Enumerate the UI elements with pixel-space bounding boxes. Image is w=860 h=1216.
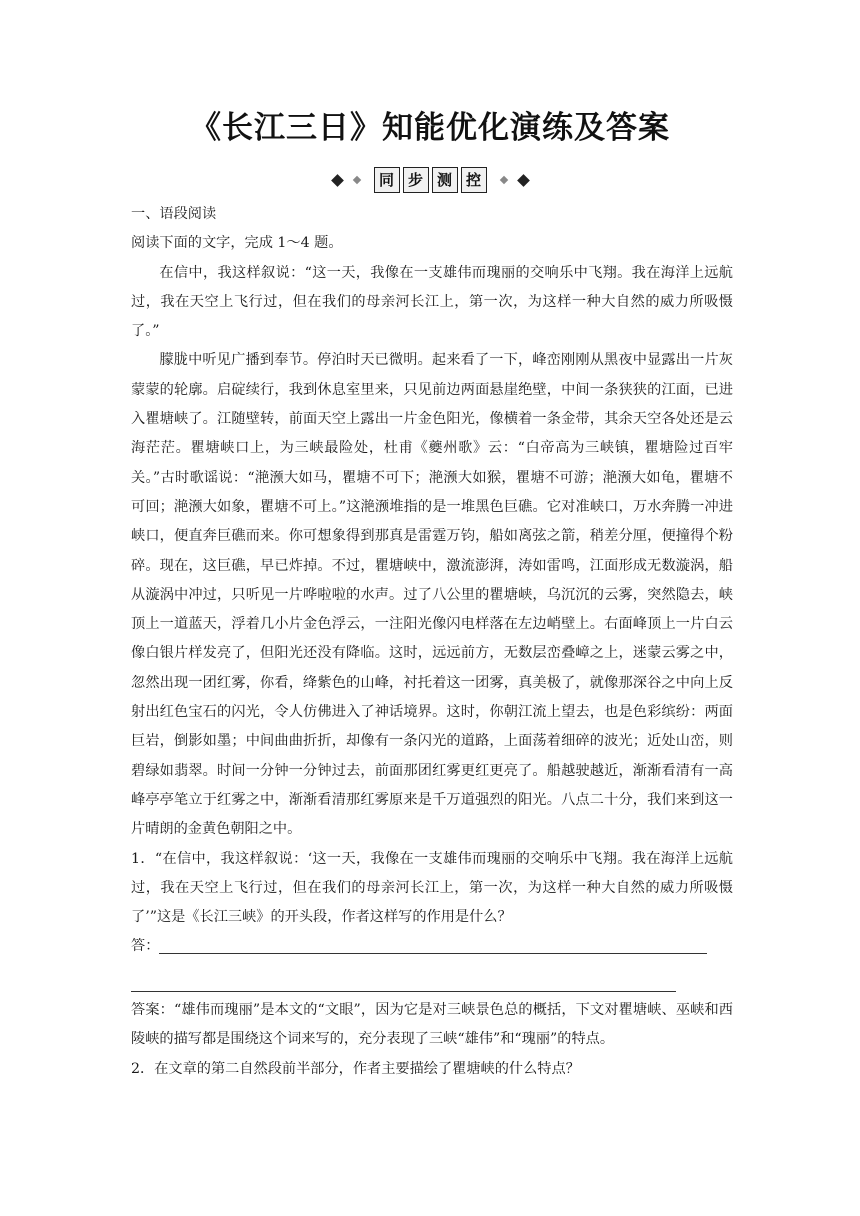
answer-blank [159,953,707,954]
banner-badges [374,167,487,193]
document-title: 《长江三日》知能优化演练及答案 [190,110,670,146]
passage-paragraph-1: 在信中，我这样叙说：“这一天，我像在一支雄伟而瑰丽的交响乐中飞翔。我在海洋上远航过，我在天空上飞行过，但在我们的母亲河长江上，第一次，为这样一种大自然的威力所吸慑了。” [131,264,733,340]
question-1: 1．“在信中，我这样叙说：‘这一天，我像在一支雄伟而瑰丽的交响乐中飞翔。我在海洋上远航过，我在天空上飞行过，但在我们的母亲河长江上，第一次，为这样一种大自然的威力所吸慑了’”这是《长江三峡》的开头段，作者这样写的作用是什么？ [131,850,733,926]
answer-blank-2 [131,962,676,992]
section-banner [0,166,860,194]
section-heading: 一、语段阅读 [131,206,217,222]
instruction-text: 阅读下面的文字，完成 1～4 题。 [131,235,343,252]
answer-line-1 [131,932,733,961]
diamond-ornament-icon [499,176,507,184]
answer-label: 答： [131,938,160,955]
banner-char: 控 [461,167,487,193]
diamond-ornament-icon [352,176,360,184]
banner-char: 测 [432,167,458,193]
passage-paragraph-2: 朦胧中听见广播到奉节。停泊时天已微明。起来看了一下，峰峦刚刚从黑夜中显露出一片灰蒙蒙的轮廓。启碇续行，我到休息室里来，只见前边两面悬崖绝壁，中间一条狭狭的江面，已进入瞿塘峡了。江随壁转，前面天空上露出一片金色阳光，像横着一条金带，其余天空各处还是云海茫茫。瞿塘峡口上，为三峡最险处，杜甫《夔州歌》云：“白帝高为三峡镇，瞿塘险过百牢关。”古时歌谣说：“滟滪大如马，瞿塘不可下；滟滪大如猴，瞿塘不可游；滟滪大如龟，瞿塘不可回；滟滪大如象，瞿塘不可上。”这滟滪堆指的是一堆黑色巨礁。它对准峡口，万水奔腾一冲进峡口，便直奔巨礁而来。你可想象得到那真是雷霆万钧，船如离弦之箭，稍差分厘，便撞得个粉碎。现在，这巨礁，早已炸掉。不过，瞿塘峡中，激流澎湃，涛如雷鸣，江面形成无数漩涡，船从漩涡中冲过，只听见一片哗啦啦的水声。过了八公里的瞿塘峡，乌沉沉的云雾，突然隐去，峡顶上一道蓝天，浮着几小片金色浮云，一注阳光像闪电样落在左边峭壁上。右面峰顶上一片白云像白银片样发亮了，但阳光还没有降临。这时，远远前方，无数层峦叠嶂之上，迷蒙云雾之中，忽然出现一团红雾，你看，绛紫色的山峰，衬托着这一团雾，真美极了，就像那深谷之中向上反射出红色宝石的闪光，令人仿佛进入了神话境界。这时，你朝江流上望去，也是色彩缤纷：两面巨岩，倒影如墨；中间曲曲折折，却像有一条闪光的道路，上面荡着细碎的波光；近处山峦，则碧绿如翡翠。时间一分钟一分钟过去，前面那团红雾更红更亮了。船越驶越近，渐渐看清有一高峰亭亭笔立于红雾之中，渐渐看清那红雾原来是千万道强烈的阳光。八点二十分，我们来到这一片晴朗的金黄色朝阳之中。 [131,352,733,838]
diamond-ornament-icon [331,174,344,187]
diamond-ornament-icon [517,174,530,187]
question-2: 2．在文章的第二自然段前半部分，作者主要描绘了瞿塘峡的什么特点？ [131,1060,580,1077]
banner-char: 步 [403,167,429,193]
answer-1: 答案：“雄伟而瑰丽”是本文的“文眼”，因为它是对三峡景色总的概括，下文对瞿塘峡、巫峡和西陵峡的描写都是围绕这个词来写的，充分表现了三峡“雄伟”和“瑰丽”的特点。 [131,1002,733,1048]
document-body [131,200,733,1084]
banner-char: 同 [374,167,400,193]
